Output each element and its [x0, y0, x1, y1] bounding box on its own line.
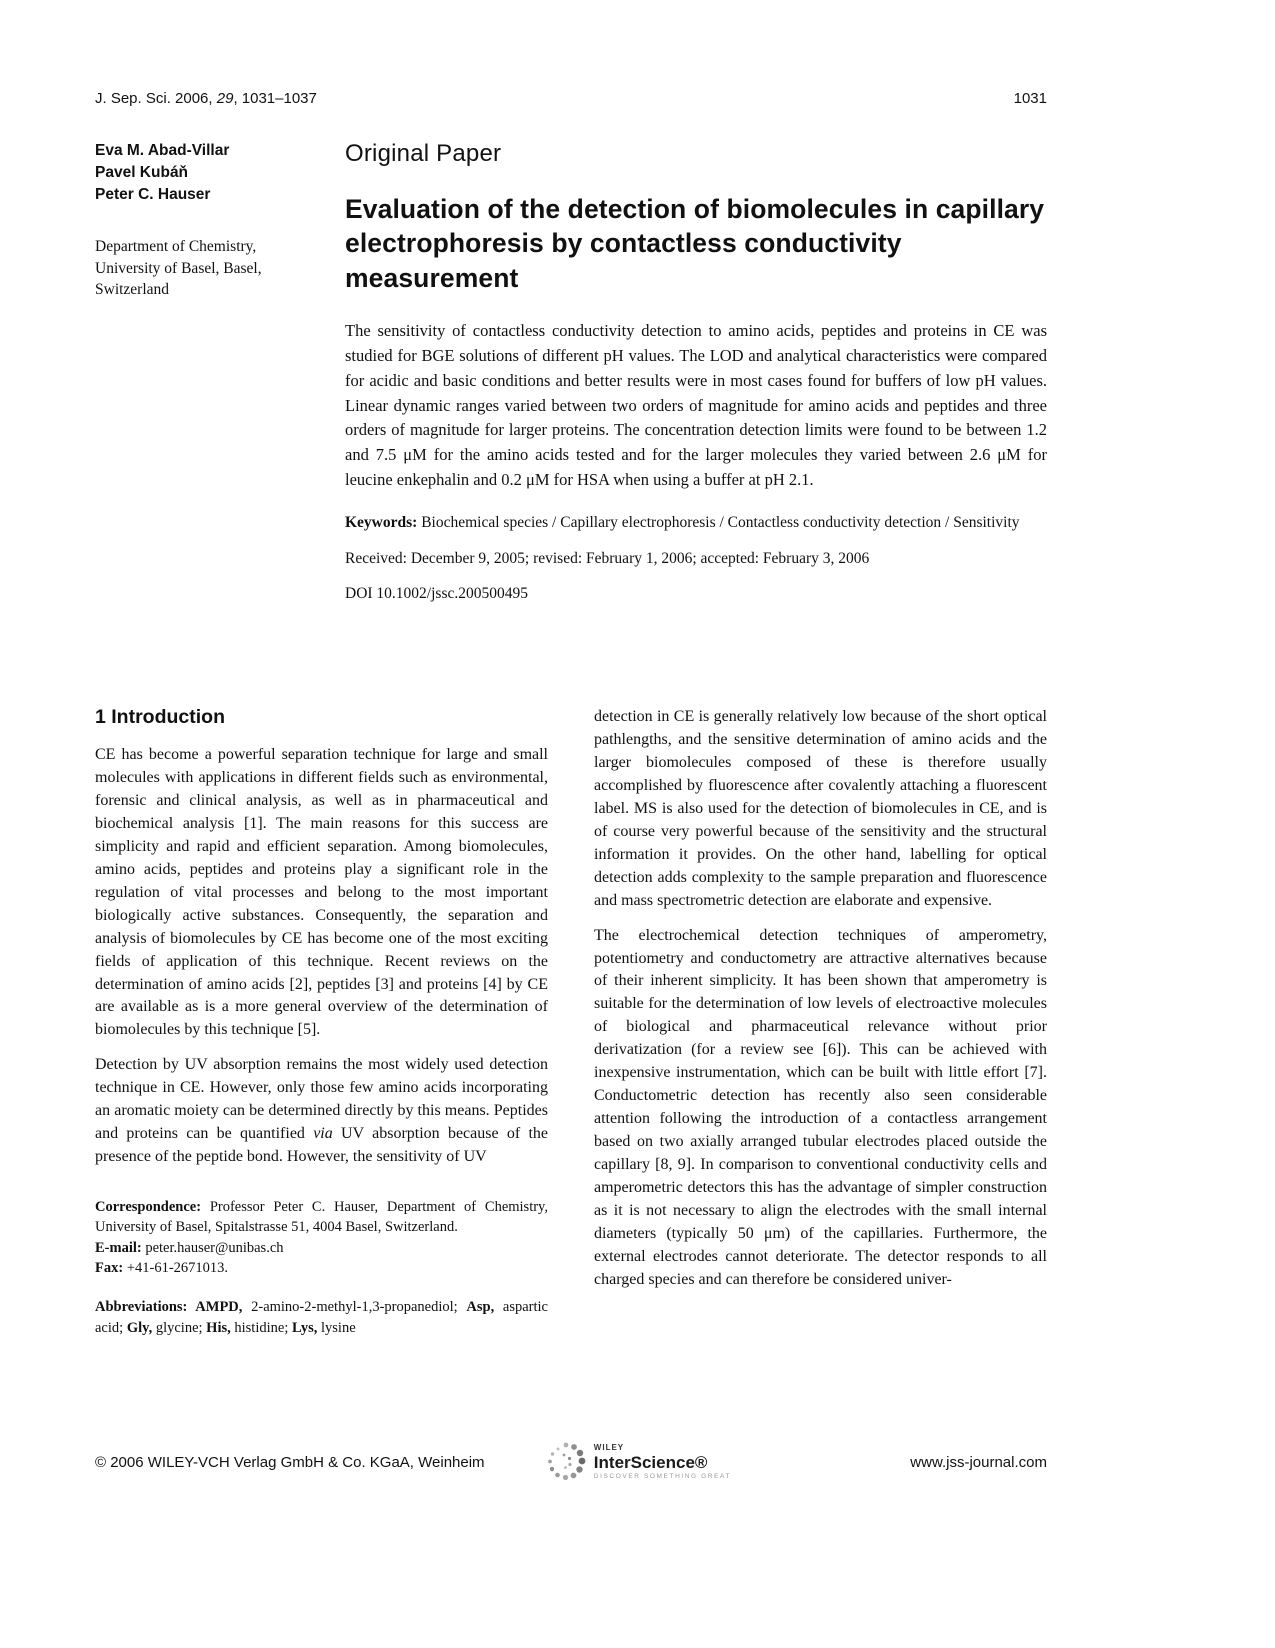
correspondence-label: Correspondence:	[95, 1199, 202, 1216]
author-name: Peter C. Hauser	[95, 186, 211, 203]
received-line: Received: December 9, 2005; revised: February 1, 2006; accepted: February 3, 2006	[345, 550, 870, 568]
author-name: Eva M. Abad-Villar	[95, 142, 230, 159]
intro-paragraph-2	[95, 1054, 548, 1169]
body-column-right	[594, 706, 1047, 1338]
running-head	[95, 90, 1047, 107]
interscience-swirl-icon	[544, 1440, 588, 1484]
journal-citation-pre: J. Sep. Sci. 2006,	[95, 90, 217, 107]
abbr-ampd: AMPD,	[187, 1299, 243, 1316]
journal-citation-post: , 1031–1037	[233, 90, 317, 107]
email-value: peter.hauser@unibas.ch	[141, 1239, 284, 1256]
article-title: Evaluation of the detection of biomolecules in capillary electrophoresis by contactless conductivity measurement	[345, 194, 1045, 293]
journal-website: www.jss-journal.com	[910, 1453, 1047, 1471]
correspondence-block	[95, 1197, 548, 1278]
author-name: Pavel Kubáň	[95, 164, 189, 181]
article-body	[95, 706, 1047, 1338]
body-column-left	[95, 706, 548, 1338]
article-head	[95, 140, 1047, 603]
interscience-logo-text	[594, 1444, 731, 1481]
email-label: E-mail:	[95, 1239, 142, 1256]
page-number: 1031	[1013, 90, 1047, 107]
abbreviations-block	[95, 1297, 548, 1338]
journal-citation	[95, 90, 317, 107]
intro-paragraph-1: CE has become a powerful separation technique for large and small molecules with applications in different fields such as environmental, forensic and clinical analysis, as well as in pharmaceutical and biochemical analysis [1]. The main reasons for this success are simplicity and rapid and efficient separation. Among biomolecules, amino acids, peptides and proteins play a significant role in the regulation of vital processes and belong to the most important biologically active substances. Consequently, the separation and analysis of biomolecules by CE has become one of the most exciting fields of application of this technique. Recent reviews on the determination of amino acids [2], peptides [3] and proteins [4] by CE are available as is a more general overview of the determination of biomolecules by this technique [5].	[95, 746, 548, 1039]
abbr-ampd-def: 2-amino-2-methyl-1,3-propanediol;	[242, 1299, 467, 1316]
fax-label: Fax:	[95, 1260, 124, 1277]
authors-column	[95, 140, 345, 603]
abstract: The sensitivity of contactless conductivity detection to amino acids, peptides and proteins in CE was studied for BGE solutions of different pH values. The LOD and analytical characteristics were compared for acidic and basic conditions and better results were in most cases found for buffers of low pH values. Linear dynamic ranges varied between two orders of magnitude for amino acids and peptides and three orders of magnitude for larger proteins. The concentration detection limits were found to be between 1.2 and 7.5 μM for the amino acids tested and for the larger molecules they varied between 2.6 μM for leucine enkephalin and 0.2 μM for HSA when using a buffer at pH 2.1.	[345, 321, 1047, 489]
abbr-his: His,	[206, 1319, 231, 1336]
keywords-text: Biochemical species / Capillary electrophoresis / Contactless conductivity detection / Sensitivity	[417, 513, 1020, 531]
doi: DOI 10.1002/jssc.200500495	[345, 585, 528, 603]
page-footer	[95, 1440, 1047, 1484]
intro-paragraph-3: detection in CE is generally relatively low because of the short optical pathlengths, and the sensitive determination of amino acids and the larger biomolecules composed of these is therefore usually accomplished by fluorescence after covalently attaching a fluorescent label. MS is also used for the detection of biomolecules in CE, and is of course very powerful because of the sensitivity and the structural information it provides. On the other hand, labelling for optical detection adds complexity to the sample preparation and fluorescence and mass spectrometric detection are elaborate and expensive.	[594, 708, 1047, 909]
journal-volume: 29	[216, 90, 234, 107]
abbr-gly: Gly,	[126, 1319, 153, 1336]
copyright-line: © 2006 WILEY-VCH Verlag GmbH & Co. KGaA, Weinheim	[95, 1453, 485, 1471]
intro-paragraph-4: The electrochemical detection techniques of amperometry, potentiometry and conductometry are attractive alternatives because of their inherent simplicity. It has been shown that amperometry is suitable for the determination of low levels of electroactive molecules of biological and pharmaceutical relevance without prior derivatization (for a review see [6]). This can be achieved with inexpensive instrumentation, which can be built with little effort [7]. Conductometric detection has recently also seen considerable attention following the introduction of a contactless arrangement based on two axially arranged tubular electrodes placed outside the capillary [8, 9]. In comparison to conventional conductivity cells and amperometric detectors this has the advantage of simpler construction as it is not necessary to align the electrodes with the small internal diameters (typically 50 μm) of the capillaries. Furthermore, the external electrodes cannot deteriorate. The detector responds to all charged species and can therefore be considered univer-	[594, 926, 1047, 1288]
fax-value: +41-61-2671013.	[123, 1260, 229, 1277]
keywords-line	[345, 512, 1047, 534]
intro-paragraph-2-before: Detection by UV absorption remains the most widely used detection technique in CE. However, only those few amino acids incorporating an aromatic moiety can be determined directly by this means. Peptides and proteins can be quantified	[95, 1056, 548, 1143]
interscience-logo	[544, 1440, 731, 1484]
keywords-label: Keywords:	[345, 513, 418, 531]
abbr-asp: Asp,	[466, 1299, 495, 1316]
interscience-tagline: DISCOVER SOMETHING GREAT	[593, 1472, 732, 1480]
wiley-wordmark: WILEY	[593, 1442, 625, 1452]
correspondence-text: Professor Peter C. Hauser, Department of Chemistry, University of Basel, Spitalstrasse 51, 4004 Basel, Switzerland.	[95, 1199, 548, 1236]
abbr-lys-def: lysine	[317, 1319, 356, 1336]
section-heading-introduction: 1 Introduction	[95, 706, 225, 728]
abbr-his-def: histidine;	[230, 1319, 292, 1336]
interscience-wordmark: InterScience®	[593, 1452, 708, 1472]
title-column	[345, 140, 1047, 603]
intro-paragraph-2-after: UV absorption because of the presence of the peptide bond. However, the sensitivity of UV	[95, 1125, 549, 1166]
article-type: Original Paper	[345, 140, 502, 167]
author-affiliation: Department of Chemistry, University of Basel, Basel, Switzerland	[95, 238, 262, 299]
abbr-asp-def: aspartic acid;	[95, 1299, 548, 1336]
intro-paragraph-2-via: via	[313, 1125, 333, 1143]
abbr-gly-def: glycine;	[152, 1319, 207, 1336]
abbreviations-label: Abbreviations:	[95, 1299, 188, 1316]
abbr-lys: Lys,	[291, 1319, 318, 1336]
